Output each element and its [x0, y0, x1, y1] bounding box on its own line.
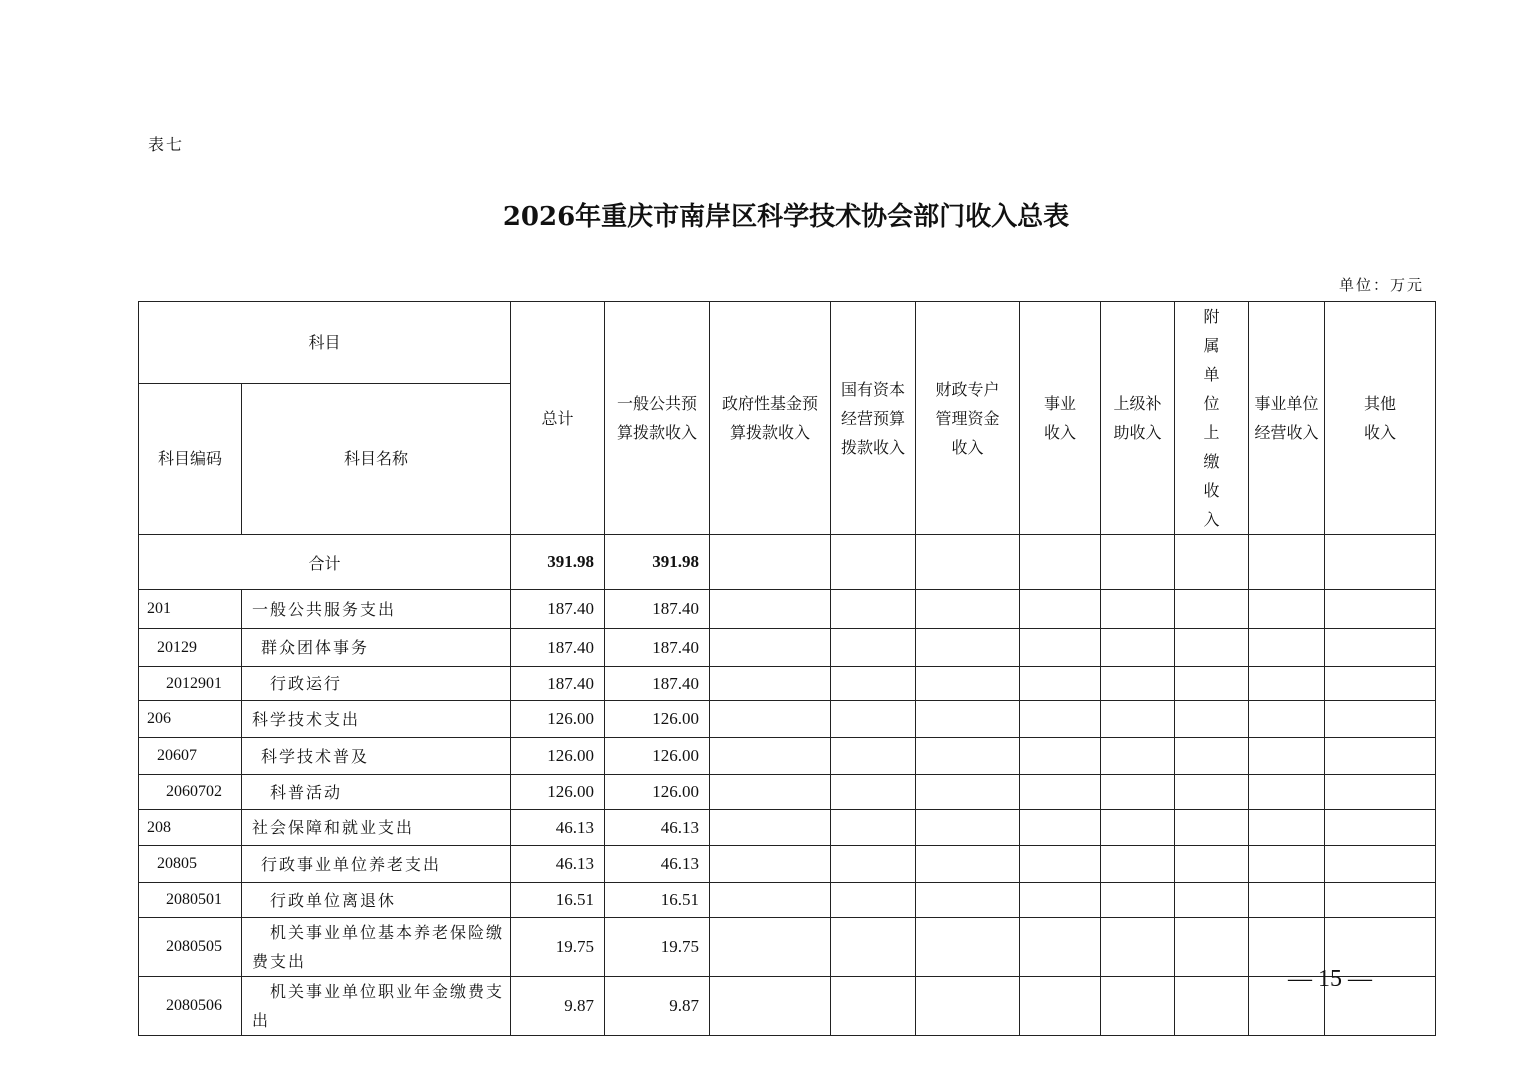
- empty-cell: [1249, 701, 1325, 738]
- empty-cell: [1249, 629, 1325, 667]
- table-row: [139, 629, 1436, 667]
- header-state-capital: 国有资本经营预算拨款收入: [831, 302, 916, 535]
- row-general-budget: 16.51: [605, 883, 710, 918]
- table-row: [139, 667, 1436, 701]
- empty-cell: [710, 883, 831, 918]
- row-general-budget: 187.40: [605, 590, 710, 629]
- header-gov-fund: 政府性基金预算拨款收入: [710, 302, 831, 535]
- empty-cell: [1101, 775, 1175, 810]
- empty-cell: [831, 883, 916, 918]
- empty-cell: [710, 667, 831, 701]
- row-general-budget: 187.40: [605, 667, 710, 701]
- empty-cell: [1101, 738, 1175, 775]
- table-row: [139, 738, 1436, 775]
- empty-cell: [1175, 629, 1249, 667]
- total-amount: 391.98: [511, 535, 605, 590]
- empty-cell: [1175, 977, 1249, 1036]
- row-general-budget: 9.87: [605, 977, 710, 1036]
- page-number: — 15 —: [1288, 966, 1372, 992]
- empty-cell: [1175, 701, 1249, 738]
- empty-cell: [1325, 846, 1436, 883]
- empty-cell: [1249, 883, 1325, 918]
- unit-label: 单位：万元: [1338, 276, 1424, 294]
- empty-cell: [1249, 590, 1325, 629]
- empty-cell: [1101, 590, 1175, 629]
- empty-cell: [1020, 667, 1101, 701]
- empty-cell: [916, 775, 1020, 810]
- empty-cell: [1249, 846, 1325, 883]
- empty-cell: [1020, 629, 1101, 667]
- empty-cell: [831, 629, 916, 667]
- empty-cell: [1175, 775, 1249, 810]
- empty-cell: [710, 738, 831, 775]
- row-general-budget: 126.00: [605, 738, 710, 775]
- empty-cell: [710, 977, 831, 1036]
- empty-cell: [710, 701, 831, 738]
- empty-cell: [1325, 701, 1436, 738]
- empty-cell: [916, 810, 1020, 846]
- empty-cell: [1249, 738, 1325, 775]
- empty-cell: [1020, 810, 1101, 846]
- row-total: 19.75: [511, 918, 605, 977]
- empty-cell: [1249, 775, 1325, 810]
- row-general-budget: 126.00: [605, 701, 710, 738]
- row-code: 20607: [139, 738, 242, 775]
- empty-cell: [1175, 590, 1249, 629]
- row-name: 科学技术普及: [242, 738, 511, 775]
- empty-cell: [916, 738, 1020, 775]
- row-code: 2080506: [139, 977, 242, 1036]
- empty-cell: [710, 810, 831, 846]
- row-code: 2080505: [139, 918, 242, 977]
- row-name: 机关事业单位基本养老保险缴费支出: [242, 918, 511, 977]
- document-title: 2026年重庆市南岸区科学技术协会部门收入总表: [502, 202, 1070, 232]
- header-other-income: 其他收入: [1325, 302, 1436, 535]
- row-total: 46.13: [511, 846, 605, 883]
- empty-cell: [1101, 701, 1175, 738]
- empty-cell: [1175, 883, 1249, 918]
- row-general-budget: 46.13: [605, 810, 710, 846]
- row-total: 187.40: [511, 590, 605, 629]
- empty-cell: [710, 918, 831, 977]
- empty-cell: [1101, 667, 1175, 701]
- empty-cell: [1101, 977, 1175, 1036]
- total-general-budget: 391.98: [605, 535, 710, 590]
- table-row: [139, 977, 1436, 1036]
- header-special-fund: 财政专户管理资金收入: [916, 302, 1020, 535]
- table-row: [139, 846, 1436, 883]
- row-total: 187.40: [511, 667, 605, 701]
- header-affiliated-income: 附属单位上缴收入: [1175, 302, 1249, 535]
- header-code: 科目编码: [139, 384, 242, 535]
- empty-cell: [1175, 918, 1249, 977]
- empty-cell: [831, 667, 916, 701]
- empty-cell: [1101, 918, 1175, 977]
- table-row: [139, 918, 1436, 977]
- row-code: 2012901: [139, 667, 242, 701]
- empty-cell: [1175, 738, 1249, 775]
- table-row: [139, 701, 1436, 738]
- row-total: 187.40: [511, 629, 605, 667]
- empty-cell: [831, 775, 916, 810]
- empty-cell: [831, 590, 916, 629]
- empty-cell: [1101, 810, 1175, 846]
- row-total: 126.00: [511, 701, 605, 738]
- row-code: 206: [139, 701, 242, 738]
- empty-cell: [1325, 738, 1436, 775]
- empty-cell: [1020, 846, 1101, 883]
- empty-cell: [916, 667, 1020, 701]
- empty-cell: [831, 810, 916, 846]
- empty-cell: [916, 918, 1020, 977]
- header-superior-subsidy: 上级补助收入: [1101, 302, 1175, 535]
- empty-cell: [1020, 883, 1101, 918]
- empty-cell: [710, 590, 831, 629]
- row-name: 行政运行: [242, 667, 511, 701]
- row-total: 16.51: [511, 883, 605, 918]
- header-name: 科目名称: [242, 384, 511, 535]
- empty-cell: [916, 883, 1020, 918]
- empty-cell: [1020, 701, 1101, 738]
- income-summary-table: [138, 301, 1436, 1036]
- empty-cell: [1020, 775, 1101, 810]
- table-row: [139, 810, 1436, 846]
- row-name: 群众团体事务: [242, 629, 511, 667]
- header-total: 总计: [511, 302, 605, 535]
- row-general-budget: 46.13: [605, 846, 710, 883]
- empty-cell: [916, 846, 1020, 883]
- empty-cell: [710, 846, 831, 883]
- row-code: 20805: [139, 846, 242, 883]
- empty-cell: [1020, 918, 1101, 977]
- empty-cell: [1325, 775, 1436, 810]
- empty-cell: [831, 918, 916, 977]
- row-total: 46.13: [511, 810, 605, 846]
- header-business-income: 事业收入: [1020, 302, 1101, 535]
- empty-cell: [831, 701, 916, 738]
- empty-cell: [1101, 629, 1175, 667]
- empty-cell: [1020, 590, 1101, 629]
- empty-cell: [1325, 629, 1436, 667]
- empty-cell: [1020, 977, 1101, 1036]
- empty-cell: [1175, 810, 1249, 846]
- header-operating-income: 事业单位经营收入: [1249, 302, 1325, 535]
- row-name: 机关事业单位职业年金缴费支出: [242, 977, 511, 1036]
- table-row: [139, 883, 1436, 918]
- empty-cell: [916, 977, 1020, 1036]
- table-label: 表七: [148, 135, 185, 154]
- row-total: 9.87: [511, 977, 605, 1036]
- empty-cell: [1325, 883, 1436, 918]
- row-code: 2060702: [139, 775, 242, 810]
- row-name: 一般公共服务支出: [242, 590, 511, 629]
- total-row: [139, 535, 1436, 590]
- empty-cell: [831, 977, 916, 1036]
- row-code: 201: [139, 590, 242, 629]
- empty-cell: [831, 738, 916, 775]
- empty-cell: [831, 846, 916, 883]
- row-general-budget: 126.00: [605, 775, 710, 810]
- table-row: [139, 775, 1436, 810]
- empty-cell: [916, 629, 1020, 667]
- total-label: 合计: [139, 535, 511, 590]
- empty-cell: [1325, 810, 1436, 846]
- row-name: 行政单位离退休: [242, 883, 511, 918]
- row-general-budget: 19.75: [605, 918, 710, 977]
- row-name: 行政事业单位养老支出: [242, 846, 511, 883]
- header-general-budget: 一般公共预算拨款收入: [605, 302, 710, 535]
- row-total: 126.00: [511, 738, 605, 775]
- empty-cell: [1101, 883, 1175, 918]
- header-subject: 科目: [139, 302, 511, 384]
- empty-cell: [1175, 846, 1249, 883]
- row-total: 126.00: [511, 775, 605, 810]
- empty-cell: [1249, 667, 1325, 701]
- empty-cell: [1020, 738, 1101, 775]
- row-code: 2080501: [139, 883, 242, 918]
- row-code: 20129: [139, 629, 242, 667]
- row-name: 科学技术支出: [242, 701, 511, 738]
- row-general-budget: 187.40: [605, 629, 710, 667]
- row-name: 社会保障和就业支出: [242, 810, 511, 846]
- empty-cell: [1249, 810, 1325, 846]
- empty-cell: [1175, 667, 1249, 701]
- empty-cell: [1325, 590, 1436, 629]
- empty-cell: [1325, 667, 1436, 701]
- row-code: 208: [139, 810, 242, 846]
- row-name: 科普活动: [242, 775, 511, 810]
- empty-cell: [916, 701, 1020, 738]
- empty-cell: [1101, 846, 1175, 883]
- table-row: [139, 590, 1436, 629]
- empty-cell: [710, 629, 831, 667]
- empty-cell: [916, 590, 1020, 629]
- empty-cell: [710, 775, 831, 810]
